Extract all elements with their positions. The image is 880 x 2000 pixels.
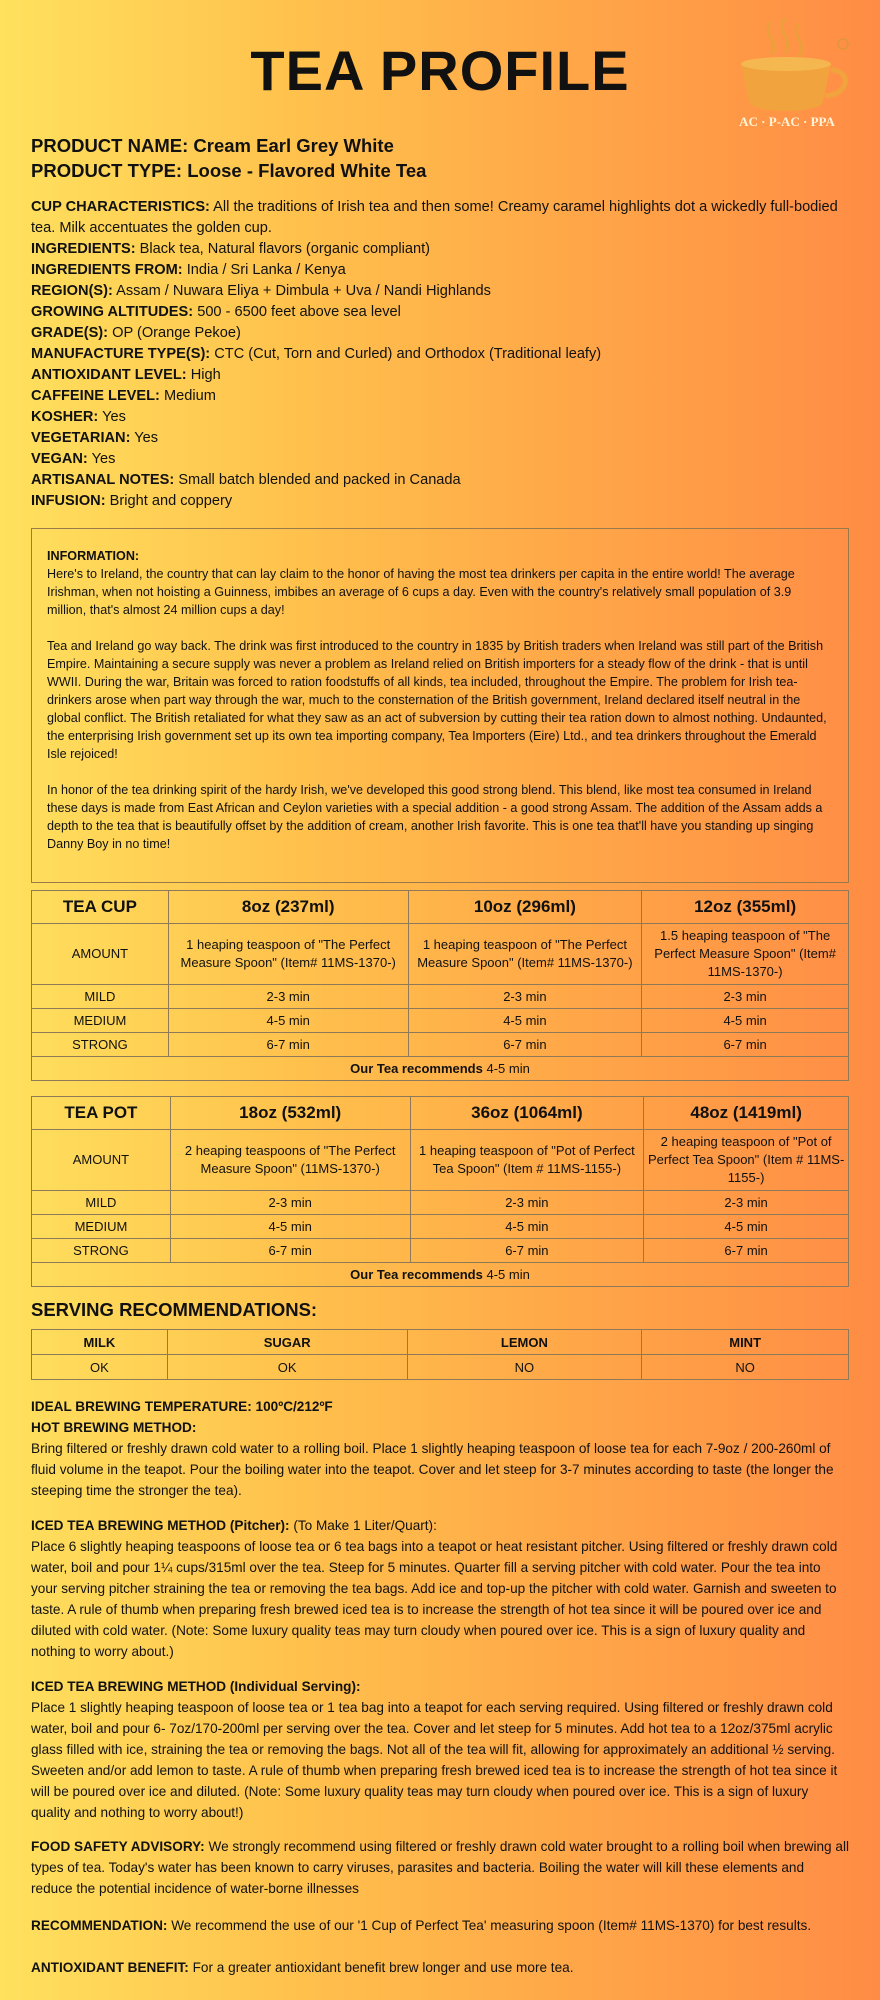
hot-method-text: Bring filtered or freshly drawn cold water to a rolling boil. Place 1 slightly heaping teaspoon of loose tea for each 7-9oz / 200-260ml of fluid volume in the teapot. Pour the boiling water into the teapot. Cover and let steep for 3-7 minutes according to taste (the longer the steeping time the stronger the tea). [31, 1441, 834, 1498]
time-cell: 2-3 min [168, 985, 408, 1009]
attribute-row [31, 407, 849, 428]
amount-cell: 1.5 heaping teaspoon of "The Perfect Measure Spoon" (Item# 11MS-1370-) [642, 924, 849, 985]
attribute-row [31, 239, 849, 260]
level-label: STRONG [32, 1239, 171, 1263]
iced-single-label: ICED TEA BREWING METHOD (Individual Serving): [31, 1679, 361, 1694]
iced-pitcher-text: Place 6 slightly heaping teaspoons of loose tea or 6 tea bags into a teapot or heat resistant pitcher. Using filtered or freshly drawn cold water, boil and pour 1¼ cups/315ml over the tea. Steep for 5 minutes. Quarter fill a serving pitcher with cold water. Pour the tea into your serving pitcher straining the tea or removing the tea bags. Add ice and top-up the pitcher with cold water. Garnish and sweeten to taste. A rule of thumb when preparing fresh brewed iced tea is to increase the strength of hot tea since it will be poured over ice and diluted with cold water. (Note: Some luxury quality teas may turn cloudy when poured over ice. This is a sign of luxury quality and nothing to worry about.) [31, 1539, 838, 1659]
attribute-row [31, 197, 849, 239]
size-header: 36oz (1064ml) [410, 1097, 644, 1130]
recommend-label: Our Tea recommends [350, 1267, 483, 1282]
attribute-value: Small batch blended and packed in Canada [178, 472, 461, 488]
amount-cell: 1 heaping teaspoon of "Pot of Perfect Tea Spoon" (Item # 11MS-1155-) [410, 1130, 644, 1191]
amount-label: AMOUNT [32, 1130, 171, 1191]
attribute-row [31, 365, 849, 386]
serving-value: OK [32, 1355, 168, 1380]
serving-table [31, 1329, 849, 1380]
attribute-value: 500 - 6500 feet above sea level [197, 304, 401, 320]
attribute-row [31, 491, 849, 512]
recommendation-text: We recommend the use of our '1 Cup of Perfect Tea' measuring spoon (Item# 11MS-1370) for best results. [171, 1918, 812, 1933]
attribute-row [31, 386, 849, 407]
attribute-row [31, 302, 849, 323]
attribute-value: Black tea, Natural flavors (organic compliant) [139, 241, 431, 257]
time-cell: 2-3 min [410, 1191, 644, 1215]
level-label: STRONG [32, 1033, 169, 1057]
time-cell: 4-5 min [408, 1009, 642, 1033]
level-label: MEDIUM [32, 1009, 169, 1033]
teacup-table [31, 890, 849, 1081]
product-name: Cream Earl Grey White [193, 135, 394, 156]
serving-value: NO [407, 1355, 642, 1380]
attribute-row [31, 281, 849, 302]
attribute-label: GROWING ALTITUDES: [31, 304, 194, 320]
product-type-line [31, 158, 426, 183]
attribute-row [31, 323, 849, 344]
amount-cell: 2 heaping teaspoon of "Pot of Perfect Tea Spoon" (Item # 11MS-1155-) [644, 1130, 849, 1191]
ideal-temp: IDEAL BREWING TEMPERATURE: 100ºC/212ºF [31, 1399, 333, 1414]
amount-label: AMOUNT [32, 924, 169, 985]
time-cell: 4-5 min [642, 1009, 849, 1033]
attribute-label: ARTISANAL NOTES: [31, 472, 175, 488]
recommendation-label: RECOMMENDATION: [31, 1918, 168, 1933]
attribute-value: OP (Orange Pekoe) [112, 325, 241, 341]
antioxidant-label: ANTIOXIDANT BENEFIT: [31, 1960, 189, 1975]
size-header: 8oz (237ml) [168, 891, 408, 924]
time-cell: 4-5 min [410, 1215, 644, 1239]
information-paragraph: In honor of the tea drinking spirit of the hardy Irish, we've developed this good strong blend. This blend, like most tea consumed in Ireland these days is made from East African and Ceylon varieties with a special addition - a good strong Assam. The addition of the Assam adds a depth to the tea that is beautifully offset by the addition of cream, another Irish favorite. This is one tea that'll have you standing up singing Danny Boy in no time! [47, 783, 823, 851]
recommend-value: 4-5 min [486, 1061, 530, 1076]
time-cell: 6-7 min [408, 1033, 642, 1057]
attribute-list [31, 197, 849, 512]
amount-cell: 1 heaping teaspoon of "The Perfect Measure Spoon" (Item# 11MS-1370-) [168, 924, 408, 985]
time-cell: 2-3 min [642, 985, 849, 1009]
recommend-value: 4-5 min [486, 1267, 530, 1282]
serving-header: LEMON [407, 1330, 642, 1355]
iced-single-section [31, 1676, 849, 1823]
attribute-label: INGREDIENTS FROM: [31, 262, 183, 278]
size-header: 10oz (296ml) [408, 891, 642, 924]
food-safety-label: FOOD SAFETY ADVISORY: [31, 1839, 205, 1854]
recommend-row [32, 1263, 849, 1287]
logo-text: AC · P-AC · PPA [739, 114, 835, 129]
serving-value: OK [167, 1355, 407, 1380]
attribute-label: CUP CHARACTERISTICS: [31, 199, 210, 215]
time-cell: 2-3 min [644, 1191, 849, 1215]
attribute-label: INGREDIENTS: [31, 241, 136, 257]
time-cell: 4-5 min [644, 1215, 849, 1239]
attribute-row [31, 449, 849, 470]
attribute-value: Yes [134, 430, 159, 446]
serving-header: MINT [642, 1330, 849, 1355]
product-name-line [31, 133, 426, 158]
food-safety-section [31, 1836, 849, 1899]
product-block [31, 133, 426, 183]
iced-pitcher-section [31, 1515, 849, 1662]
attribute-row [31, 470, 849, 491]
antioxidant-section [31, 1957, 849, 1978]
recommend-row [32, 1057, 849, 1081]
attribute-value: India / Sri Lanka / Kenya [186, 262, 346, 278]
serving-title: SERVING RECOMMENDATIONS: [31, 1299, 318, 1320]
hot-method-label: HOT BREWING METHOD: [31, 1420, 197, 1435]
attribute-row [31, 260, 849, 281]
hot-brewing-section [31, 1396, 849, 1501]
level-label: MILD [32, 985, 169, 1009]
time-cell: 2-3 min [408, 985, 642, 1009]
attribute-value: Yes [102, 409, 126, 425]
size-header: 12oz (355ml) [642, 891, 849, 924]
attribute-value: Assam / Nuwara Eliya + Dimbula + Uva / Nandi Highlands [116, 283, 491, 299]
product-name-label: PRODUCT NAME: [31, 135, 189, 156]
level-label: MILD [32, 1191, 171, 1215]
time-cell: 6-7 min [170, 1239, 410, 1263]
attribute-label: GRADE(S): [31, 325, 109, 341]
size-header: 18oz (532ml) [170, 1097, 410, 1130]
attribute-row [31, 344, 849, 365]
page-title: TEA PROFILE [250, 39, 630, 102]
serving-header: SUGAR [167, 1330, 407, 1355]
iced-pitcher-note: (To Make 1 Liter/Quart): [293, 1518, 437, 1533]
attribute-value: Yes [91, 451, 116, 467]
size-header: 48oz (1419ml) [644, 1097, 849, 1130]
teapot-table [31, 1096, 849, 1287]
attribute-label: CAFFEINE LEVEL: [31, 388, 160, 404]
information-paragraph: Here's to Ireland, the country that can lay claim to the honor of having the most tea drinkers per capita in the entire world! The average Irishman, when not hoisting a Guinness, imbibes an average of 6 cups a day. Even with the country's relatively small population of 3.9 million, that's almost 24 million cups a day! [47, 567, 795, 617]
time-cell: 4-5 min [170, 1215, 410, 1239]
level-label: MEDIUM [32, 1215, 171, 1239]
attribute-value: High [190, 367, 221, 383]
teacup-logo [719, 14, 859, 134]
attribute-label: MANUFACTURE TYPE(S): [31, 346, 211, 362]
attribute-label: REGION(S): [31, 283, 113, 299]
attribute-value: All the traditions of Irish tea and then some! Creamy caramel highlights dot a wickedly full-bodied tea. Milk accentuates the golden cup. [31, 199, 838, 236]
information-box [31, 528, 849, 883]
attribute-label: ANTIOXIDANT LEVEL: [31, 367, 187, 383]
time-cell: 2-3 min [170, 1191, 410, 1215]
time-cell: 6-7 min [168, 1033, 408, 1057]
teacup-header: TEA CUP [32, 891, 169, 924]
attribute-label: VEGAN: [31, 451, 88, 467]
teapot-header: TEA POT [32, 1097, 171, 1130]
attribute-value: CTC (Cut, Torn and Curled) and Orthodox (Traditional leafy) [214, 346, 602, 362]
attribute-label: VEGETARIAN: [31, 430, 131, 446]
attribute-row [31, 428, 849, 449]
attribute-label: INFUSION: [31, 493, 106, 509]
antioxidant-text: For a greater antioxidant benefit brew longer and use more tea. [192, 1960, 574, 1975]
attribute-value: Bright and coppery [109, 493, 233, 509]
product-type-label: PRODUCT TYPE: [31, 160, 183, 181]
product-type: Loose - Flavored White Tea [187, 160, 427, 181]
time-cell: 6-7 min [644, 1239, 849, 1263]
serving-value: NO [642, 1355, 849, 1380]
information-paragraph: Tea and Ireland go way back. The drink was first introduced to the country in 1835 by British traders when Ireland was still part of the British Empire. Maintaining a secure supply was never a problem as Ireland relied on British importers for a steady flow of the drink - that is until WWII. During the war, Britain was forced to ration foodstuffs of all kinds, tea included, throughout the Empire. The problem for Irish tea-drinkers arose when part way through the war, much to the consternation of the British government, Ireland declared itself neutral in the global conflict. The British retaliated for what they saw as an act of subversion by cutting their tea ration down to almost nothing. Undaunted, the enterprising Irish government set up its own tea importing company, Tea Importers (Eire) Ltd., and tea drinkers throughout the Emerald Isle rejoiced! [47, 639, 827, 761]
attribute-value: Medium [163, 388, 216, 404]
amount-cell: 1 heaping teaspoon of "The Perfect Measure Spoon" (Item# 11MS-1370-) [408, 924, 642, 985]
attribute-label: KOSHER: [31, 409, 99, 425]
time-cell: 4-5 min [168, 1009, 408, 1033]
time-cell: 6-7 min [410, 1239, 644, 1263]
iced-pitcher-label: ICED TEA BREWING METHOD (Pitcher): [31, 1518, 290, 1533]
recommend-label: Our Tea recommends [350, 1061, 483, 1076]
amount-cell: 2 heaping teaspoons of "The Perfect Measure Spoon" (11MS-1370-) [170, 1130, 410, 1191]
iced-single-text: Place 1 slightly heaping teaspoon of loose tea or 1 tea bag into a teapot for each serving required. Using filtered or freshly drawn cold water, boil and pour 6- 7oz/170-200ml per serving over the tea. Cover and let steep for 5 minutes. Add hot tea to a 12oz/375ml acrylic glass filled with ice, straining the tea or removing the bags. Not all of the tea will fit, allowing for approximately an additional ½ serving. Sweeten and/or add lemon to taste. A rule of thumb when preparing fresh brewed iced tea is to increase the strength of hot tea since it will be poured over ice and diluted. (Note: Some luxury quality teas may turn cloudy when poured over ice. This is a sign of luxury quality and nothing to worry about!) [31, 1700, 838, 1820]
information-heading: INFORMATION: [47, 549, 140, 563]
serving-header: MILK [32, 1330, 168, 1355]
time-cell: 6-7 min [642, 1033, 849, 1057]
food-safety-text: We strongly recommend using filtered or freshly drawn cold water brought to a rolling boil when brewing all types of tea. Today's water has been known to carry viruses, parasites and bacteria. Boiling the water will kill these elements and reduce the potential incidence of water-borne illnesses [31, 1839, 849, 1896]
recommendation-section [31, 1915, 849, 1936]
